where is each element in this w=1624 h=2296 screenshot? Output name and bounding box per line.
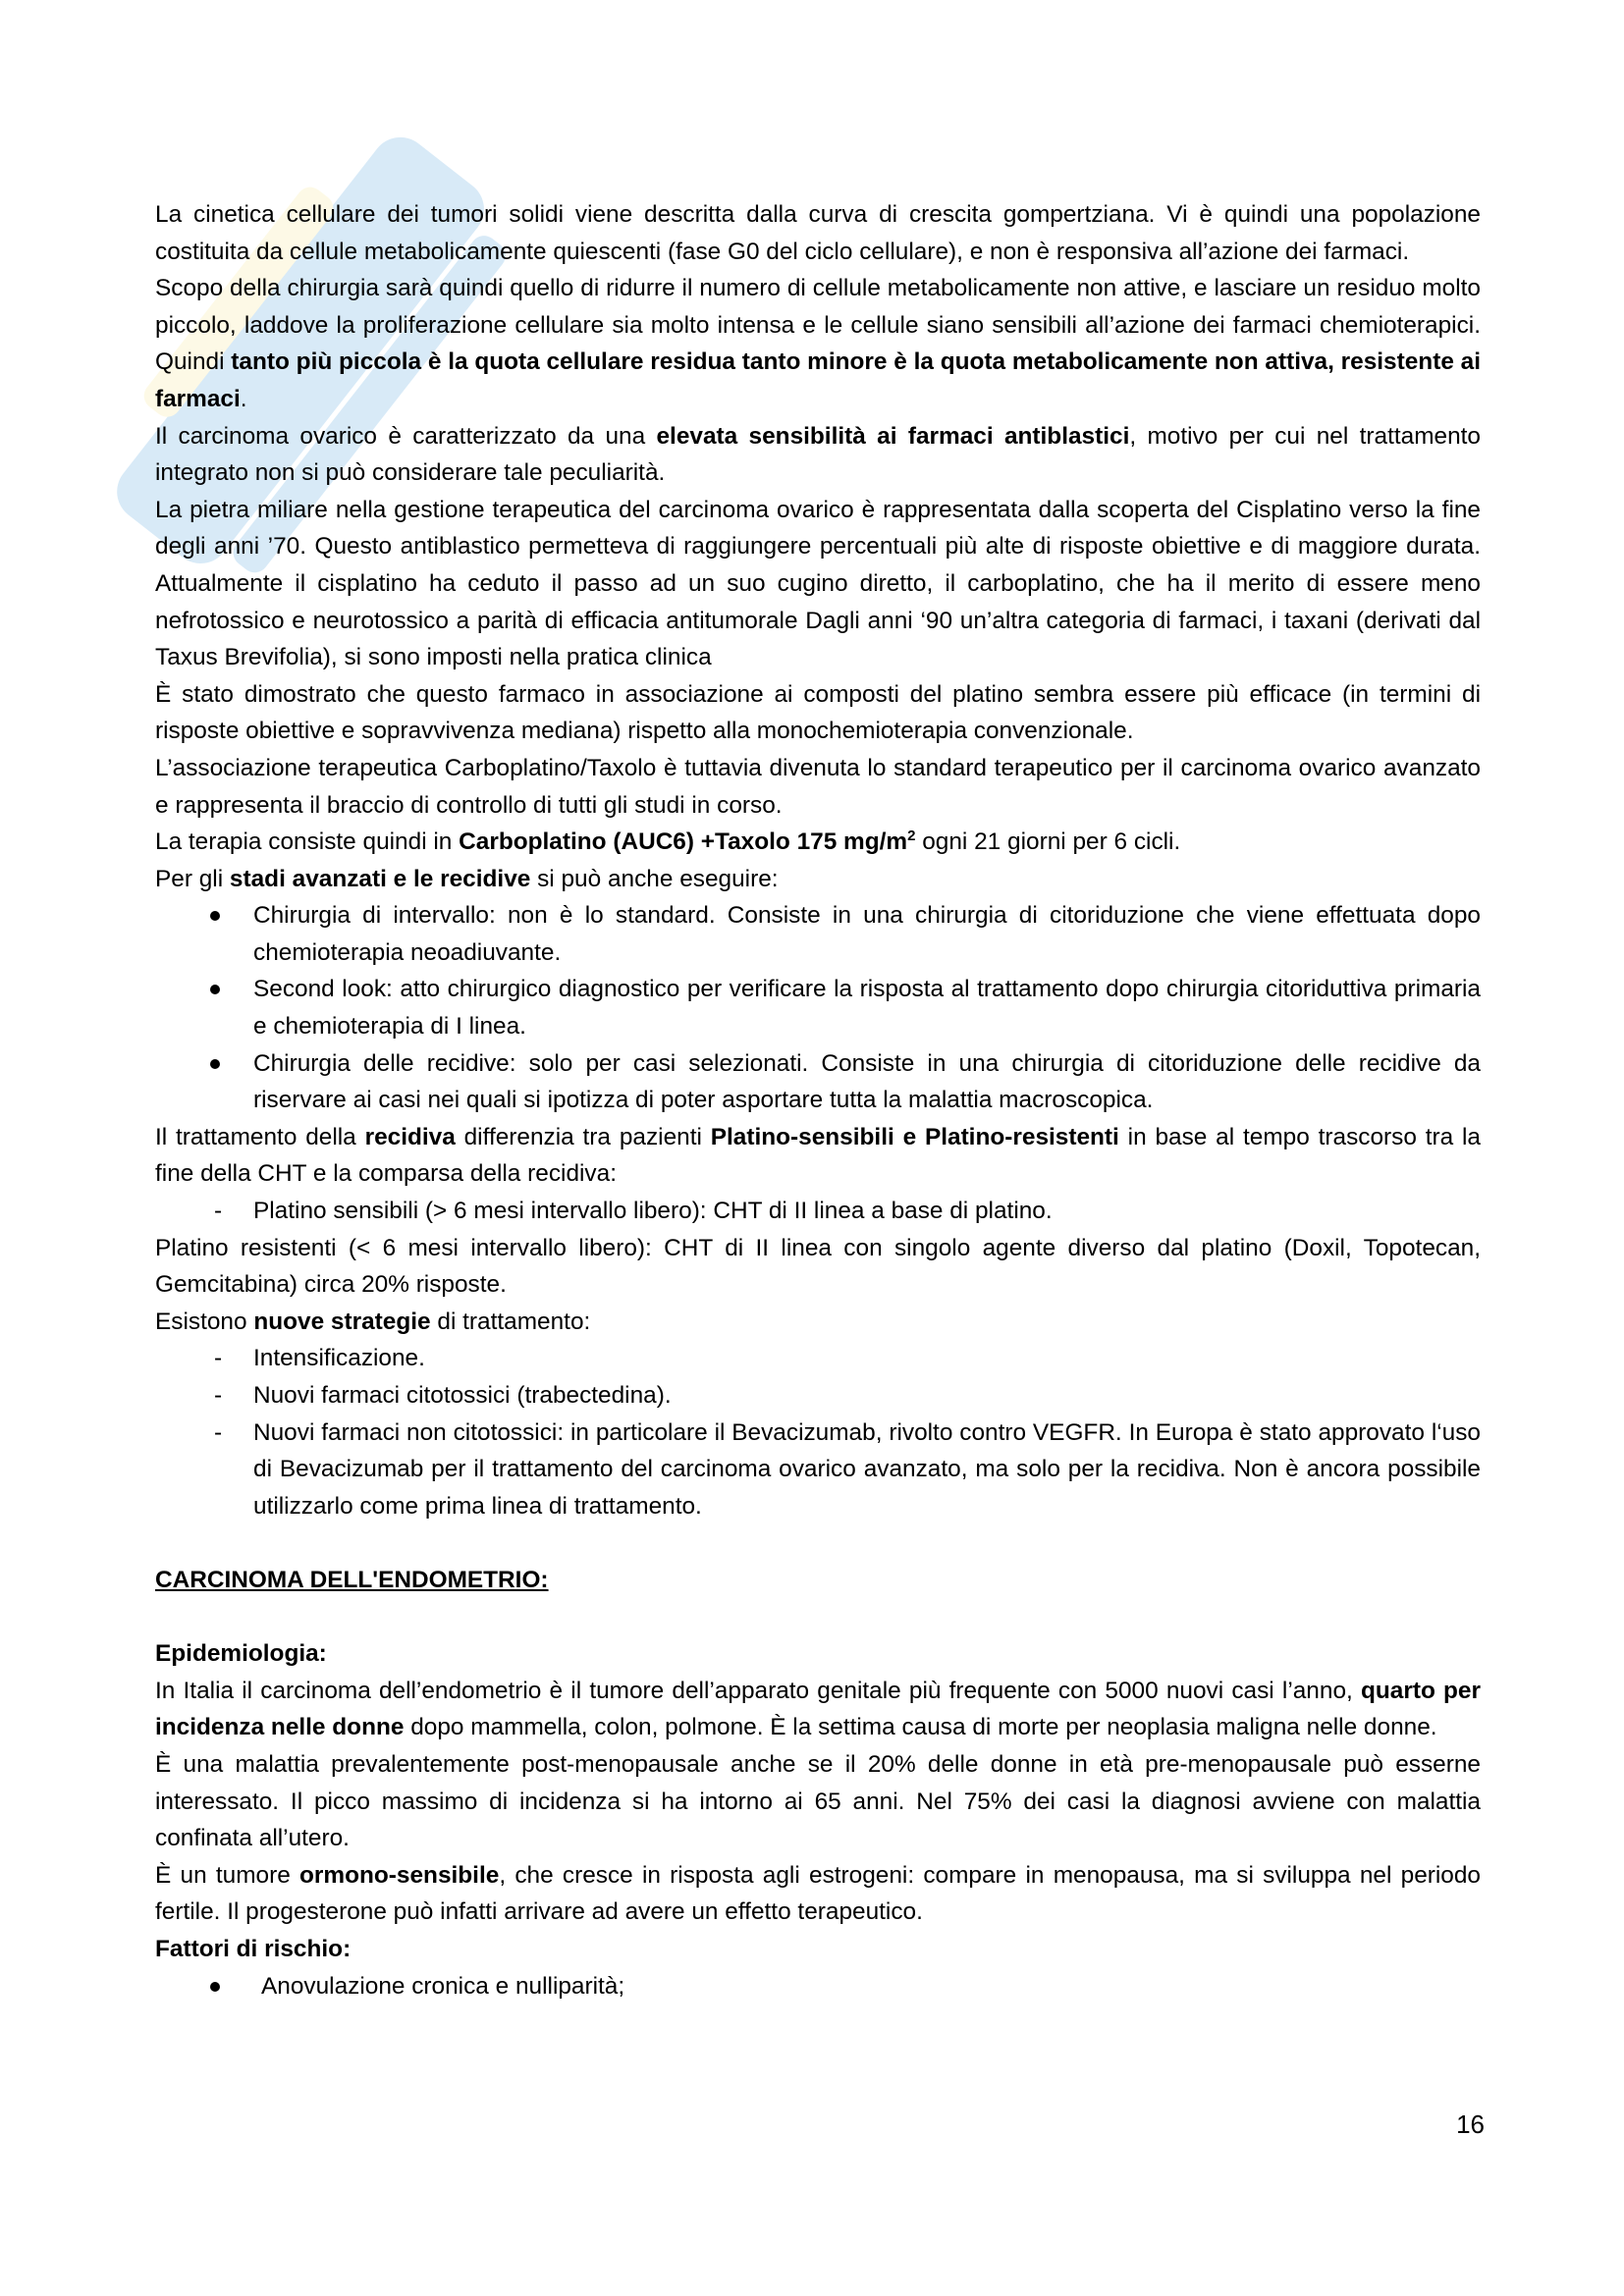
- dash-marker: -: [213, 1382, 223, 1409]
- dash-list-platino: [155, 1193, 1481, 1230]
- bullet-icon: [210, 911, 220, 921]
- page-number: 16: [1456, 2109, 1485, 2139]
- paragraph-stadi-avanzati: Per gli stadi avanzati e le recidive si può anche eseguire:: [155, 865, 779, 892]
- bold-recidiva: recidiva: [364, 1123, 456, 1150]
- dash-marker: -: [213, 1198, 223, 1225]
- bullet-icon: [210, 1982, 220, 1992]
- bold-ormono-sensibile: ormono-sensibile: [299, 1861, 500, 1889]
- document-page: [155, 196, 1481, 2004]
- list-item: Chirurgia di intervallo: non è lo standard. Consiste in una chirurgia di citoriduzione che viene effettuata dopo chemioterapia neoadiuvante.: [155, 897, 1481, 971]
- bold-quarto-incidenza: quarto per incidenza nelle donne: [155, 1677, 1481, 1741]
- paragraph-post-menopausale: È una malattia prevalentemente post-menopausale anche se il 20% delle donne in età pre-menopausale può esserne interessato. Il picco massimo di incidenza si ha intorno ai 65 anni. Nel 75% dei casi la diagnosi avviene con malattia confinata all’utero.: [155, 1750, 1481, 1852]
- bullet-list-rischio: [155, 1968, 1481, 2005]
- paragraph-dimostrato: È stato dimostrato che questo farmaco in associazione ai composti del platino sembra essere più efficace (in termini di risposte obiettive e sopravvivenza mediana) rispetto alla monochemioterapia convenzionale.: [155, 680, 1481, 745]
- dash-marker: -: [213, 1345, 223, 1372]
- bullet-icon: [210, 985, 220, 994]
- paragraph-scopo-chirurgia: Scopo della chirurgia sarà quindi quello di ridurre il numero di cellule metabolicamente non attive, e lasciare un residuo molto piccolo, laddove la proliferazione cellulare sia molto intensa e le cellule siano sensibili all’azione dei farmaci chemioterapici. Quindi tanto più piccola è la quota cellulare residua tanto minore è la quota metabolicamente non attiva, resistente ai farmaci.: [155, 275, 1482, 412]
- paragraph-associazione: L’associazione terapeutica Carboplatino/Taxolo è tuttavia divenuta lo standard terapeutico per il carcinoma ovarico avanzato e rappresenta il braccio di controllo di tutti gli studi in corso.: [155, 754, 1481, 819]
- bold-regime: Carboplatino (AUC6) +Taxolo 175 $mg/m^2$: [459, 828, 916, 856]
- bullet-list-chirurgia: [155, 897, 1481, 1119]
- list-item: - Intensificazione.: [155, 1340, 1481, 1377]
- spacer: [155, 1524, 1481, 1562]
- paragraph-pietra-miliare: La pietra miliare nella gestione terapeutica del carcinoma ovarico è rappresentata dalla scoperta del Cisplatino verso la fine degli anni ’70. Questo antiblastico permetteva di raggiungere percentuali più alte di risposte obiettive e di maggiore durata. Attualmente il cisplatino ha ceduto il passo ad un suo cugino diretto, il carboplatino, che ha il merito di essere meno nefrotossico e neurotossico a parità di efficacia antitumorale Dagli anni ‘90 un’altra categoria di farmaci, i taxani (derivati dal Taxus Brevifolia), si sono imposti nella pratica clinica: [155, 496, 1481, 671]
- paragraph-italia: In Italia il carcinoma dell’endometrio è il tumore dell’apparato genitale più frequente con 5000 nuovi casi l’anno, quarto per incidenza nelle donne dopo mammella, colon, polmone. È la settima causa di morte per neoplasia maligna nelle donne.: [155, 1677, 1481, 1741]
- list-item: Chirurgia delle recidive: solo per casi selezionati. Consiste in una chirurgia di citoriduzione delle recidive da riservare ai casi nei quali si ipotizza di poter asportare tutta la malattia macroscopica.: [155, 1045, 1481, 1119]
- list-item: - Platino sensibili (> 6 mesi intervallo libero): CHT di II linea a base di platino.: [155, 1193, 1481, 1230]
- paragraph-terapia: La terapia consiste quindi in Carboplatino (AUC6) +Taxolo 175 $mg/m^2$ ogni 21 giorni per 6 cicli.: [155, 828, 1181, 856]
- list-item: - Nuovi farmaci citotossici (trabectedina).: [155, 1377, 1481, 1415]
- subheading-epidemiologia: Epidemiologia:: [155, 1640, 327, 1668]
- list-item: Anovulazione cronica e nulliparità;: [155, 1968, 1481, 2005]
- bold-platino: Platino-sensibili e Platino-resistenti: [710, 1123, 1119, 1150]
- list-item: - Nuovi farmaci non citotossici: in particolare il Bevacizumab, rivolto contro VEGFR. In Europa è stato approvato l‘uso di Bevacizumab per il trattamento del carcinoma ovarico avanzato, ma solo per la recidiva. Non è ancora possibile utilizzarlo come prima linea di trattamento.: [155, 1415, 1481, 1525]
- paragraph-platino-resistenti: Platino resistenti (< 6 mesi intervallo libero): CHT di II linea con singolo agente diverso dal platino (Doxil, Topotecan, Gemcitabina) circa 20% risposte.: [155, 1234, 1481, 1299]
- bold-sensibilita-antiblastici: elevata sensibilità ai farmaci antiblastici: [656, 422, 1130, 450]
- paragraph-recidiva: Il trattamento della recidiva differenzia tra pazienti Platino-sensibili e Platino-resistenti in base al tempo trascorso tra la fine della CHT e la comparsa della recidiva:: [155, 1123, 1481, 1188]
- list-item: Second look: atto chirurgico diagnostico per verificare la risposta al trattamento dopo chirurgia citoriduttiva primaria e chemioterapia di I linea.: [155, 971, 1481, 1044]
- subheading-fattori-rischio: Fattori di rischio:: [155, 1935, 352, 1962]
- dash-marker: -: [213, 1418, 223, 1446]
- bold-quota-residua: tanto più piccola è la quota cellulare residua tanto minore è la quota metabolicamente non attiva, resistente ai farmaci: [155, 348, 1482, 412]
- bold-nuove-strategie: nuove strategie: [253, 1308, 431, 1335]
- section-heading: CARCINOMA DELL'ENDOMETRIO:: [155, 1566, 549, 1593]
- bold-stadi-avanzati: stadi avanzati e le recidive: [229, 865, 531, 892]
- spacer: [155, 1599, 1481, 1636]
- paragraph-nuove-strategie: Esistono nuove strategie di trattamento:: [155, 1308, 591, 1335]
- paragraph-ormono-sensibile: È un tumore ormono-sensibile, che cresce in risposta agli estrogeni: compare in menopausa, ma si sviluppa nel periodo fertile. Il progesterone può infatti arrivare ad avere un effetto terapeutico.: [155, 1861, 1481, 1926]
- bullet-icon: [210, 1059, 220, 1069]
- dash-list-strategie: [155, 1340, 1481, 1524]
- paragraph-cinetica: La cinetica cellulare dei tumori solidi viene descritta dalla curva di crescita gompertziana. Vi è quindi una popolazione costituita da cellule metabolicamente quiescenti (fase G0 del ciclo cellulare), e non è responsiva all’azione dei farmaci.: [155, 201, 1481, 265]
- paragraph-sensibilita: Il carcinoma ovarico è caratterizzato da una elevata sensibilità ai farmaci antiblastici, motivo per cui nel trattamento integrato non si può considerare tale peculiarità.: [155, 422, 1481, 487]
